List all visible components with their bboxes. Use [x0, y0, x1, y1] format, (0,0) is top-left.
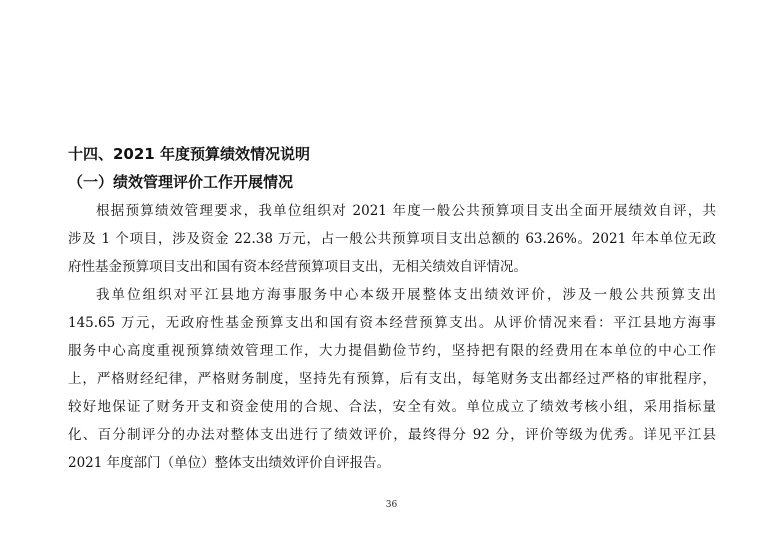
paragraph-line: 根据预算绩效管理要求，我单位组织对 2021 年度一般公共预算项目支出全面开展绩效自评，共 [96, 203, 716, 219]
page-number: 36 [385, 500, 398, 510]
paragraph-line: 化、百分制评分的办法对整体支出进行了绩效评价，最终得分 92 分，评价等级为优秀。详见平江县 [68, 427, 716, 443]
paragraph-line: 2021 年度部门（单位）整体支出绩效评价自评报告。 [68, 455, 391, 471]
paragraph-line: 较好地保证了财务开支和资金使用的合规、合法，安全有效。单位成立了绩效考核小组，采用指标量 [68, 399, 716, 415]
paragraph-line: 上，严格财经纪律，严格财务制度，坚持先有预算，后有支出，每笔财务支出都经过严格的审批程序， [68, 371, 716, 387]
paragraph-line: 服务中心高度重视预算绩效管理工作，大力提倡勤俭节约，坚持把有限的经费用在本单位的中心工作 [68, 343, 716, 359]
paragraph-line: 145.65 万元，无政府性基金预算支出和国有资本经营预算支出。从评价情况来看：平江县地方海事 [68, 315, 716, 331]
section-heading: 十四、2021 年度预算绩效情况说明 [68, 145, 310, 163]
paragraph-line: 府性基金预算项目支出和国有资本经营预算项目支出，无相关绩效自评情况。 [68, 259, 527, 275]
paragraph-line: 涉及 1 个项目，涉及资金 22.38 万元，占一般公共预算项目支出总额的 63.26%。2021 年本单位无政 [68, 231, 716, 247]
subsection-heading: （一）绩效管理评价工作开展情况 [68, 173, 294, 191]
paragraph-line: 我单位组织对平江县地方海事服务中心本级开展整体支出绩效评价，涉及一般公共预算支出 [96, 287, 716, 303]
